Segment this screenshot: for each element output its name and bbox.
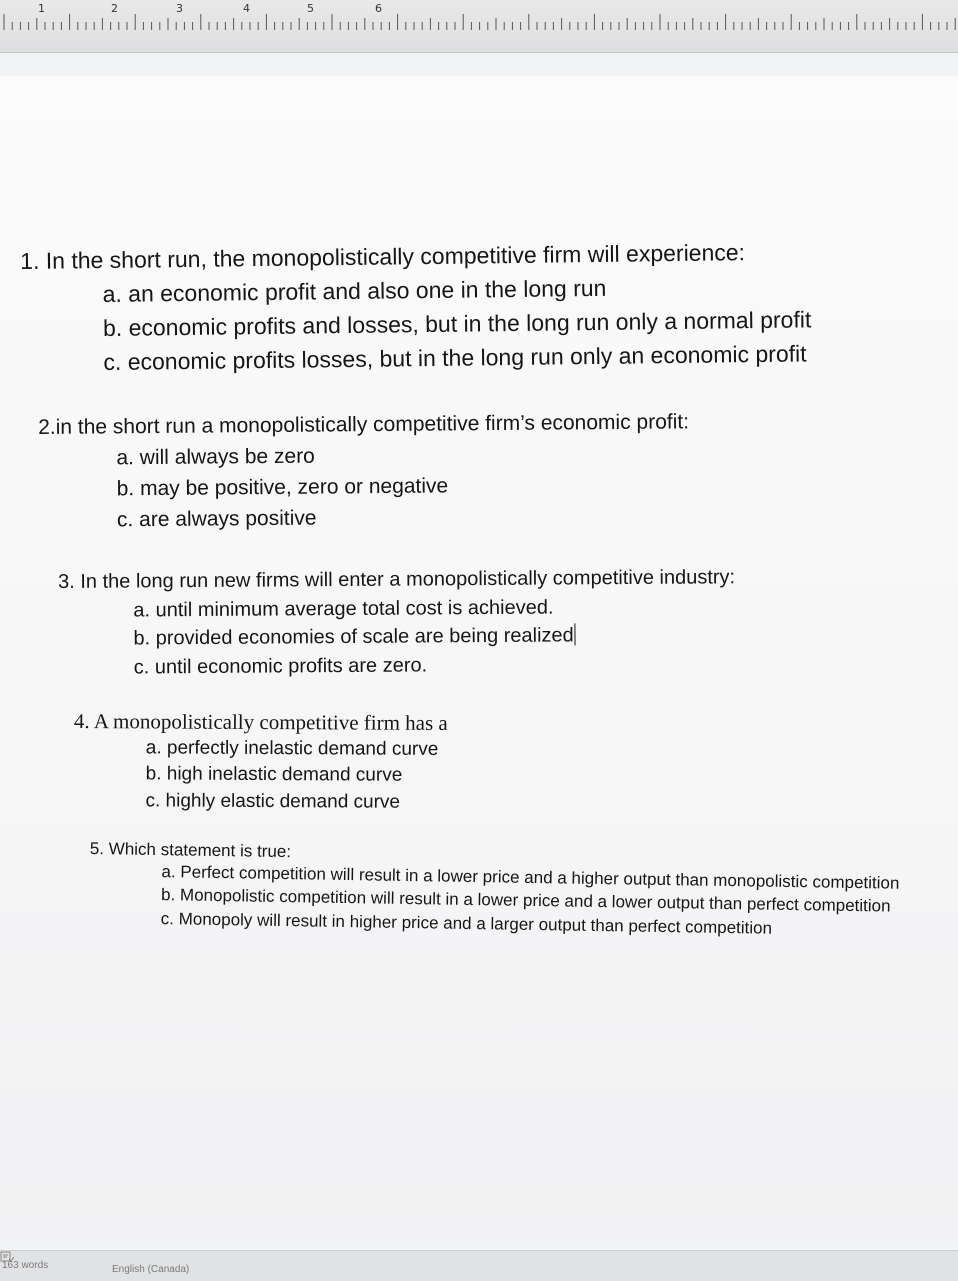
answer-option: a. an economic profit and also one in the long run: [102, 274, 607, 307]
status-bar: [0, 1250, 958, 1281]
answer-option: c. economic profits losses, but in the long run only an economic profit: [103, 340, 807, 375]
question-stem: 2.in the short run a monopolistically competitive firm’s economic profit:: [38, 410, 690, 439]
text-cursor: [575, 623, 576, 645]
question-2[interactable]: [38, 406, 690, 536]
question-stem: 1. In the short run, the monopolistically competitive firm will experience:: [20, 239, 746, 274]
answer-option: b. Monopolistic competition will result in a lower price and a lower output than perfect competition: [160, 885, 891, 916]
ruler-number: 4: [243, 2, 250, 15]
answer-option: a. until minimum average total cost is achieved.: [133, 596, 554, 621]
answer-option: b. high inelastic demand curve: [145, 763, 403, 786]
ruler-number: 2: [111, 2, 118, 15]
question-stem: 3. In the long run new firms will enter a monopolistically competitive industry:: [58, 566, 736, 593]
ruler-number: 3: [176, 2, 183, 15]
answer-option: a. Perfect competition will result in a lower price and a higher output than monopolistic competition: [161, 861, 900, 893]
question-1[interactable]: [20, 234, 812, 380]
answer-option: c. are always positive: [116, 506, 317, 532]
answer-option: c. until economic profits are zero.: [133, 653, 428, 678]
answer-option: c. Monopoly will result in higher price and a larger output than perfect competition: [160, 908, 773, 938]
ruler-number: 5: [307, 2, 314, 15]
ruler-number: 6: [375, 2, 382, 15]
question-3[interactable]: [58, 563, 736, 682]
horizontal-ruler[interactable]: [0, 0, 958, 53]
answer-option: a. perfectly inelastic demand curve: [145, 736, 439, 760]
answer-option: c. highly elastic demand curve: [145, 789, 401, 813]
answer-option: b. economic profits and losses, but in the long run only a normal profit: [102, 306, 812, 341]
question-4[interactable]: [73, 708, 447, 816]
answer-option: b. may be positive, zero or negative: [116, 474, 449, 501]
ruler-number: 1: [38, 2, 45, 15]
question-stem: 4. A monopolistically competitive firm has a: [73, 709, 448, 735]
question-stem: 5. Which statement is true:: [89, 838, 292, 862]
word-count[interactable]: 163 words: [2, 1260, 49, 1271]
answer-option: a. will always be zero: [116, 444, 315, 470]
question-5[interactable]: [89, 838, 920, 943]
answer-option: b. provided economies of scale are being realized: [133, 624, 574, 650]
language-indicator[interactable]: English (Canada): [112, 1264, 190, 1275]
ruler-ticks: [0, 0, 958, 52]
